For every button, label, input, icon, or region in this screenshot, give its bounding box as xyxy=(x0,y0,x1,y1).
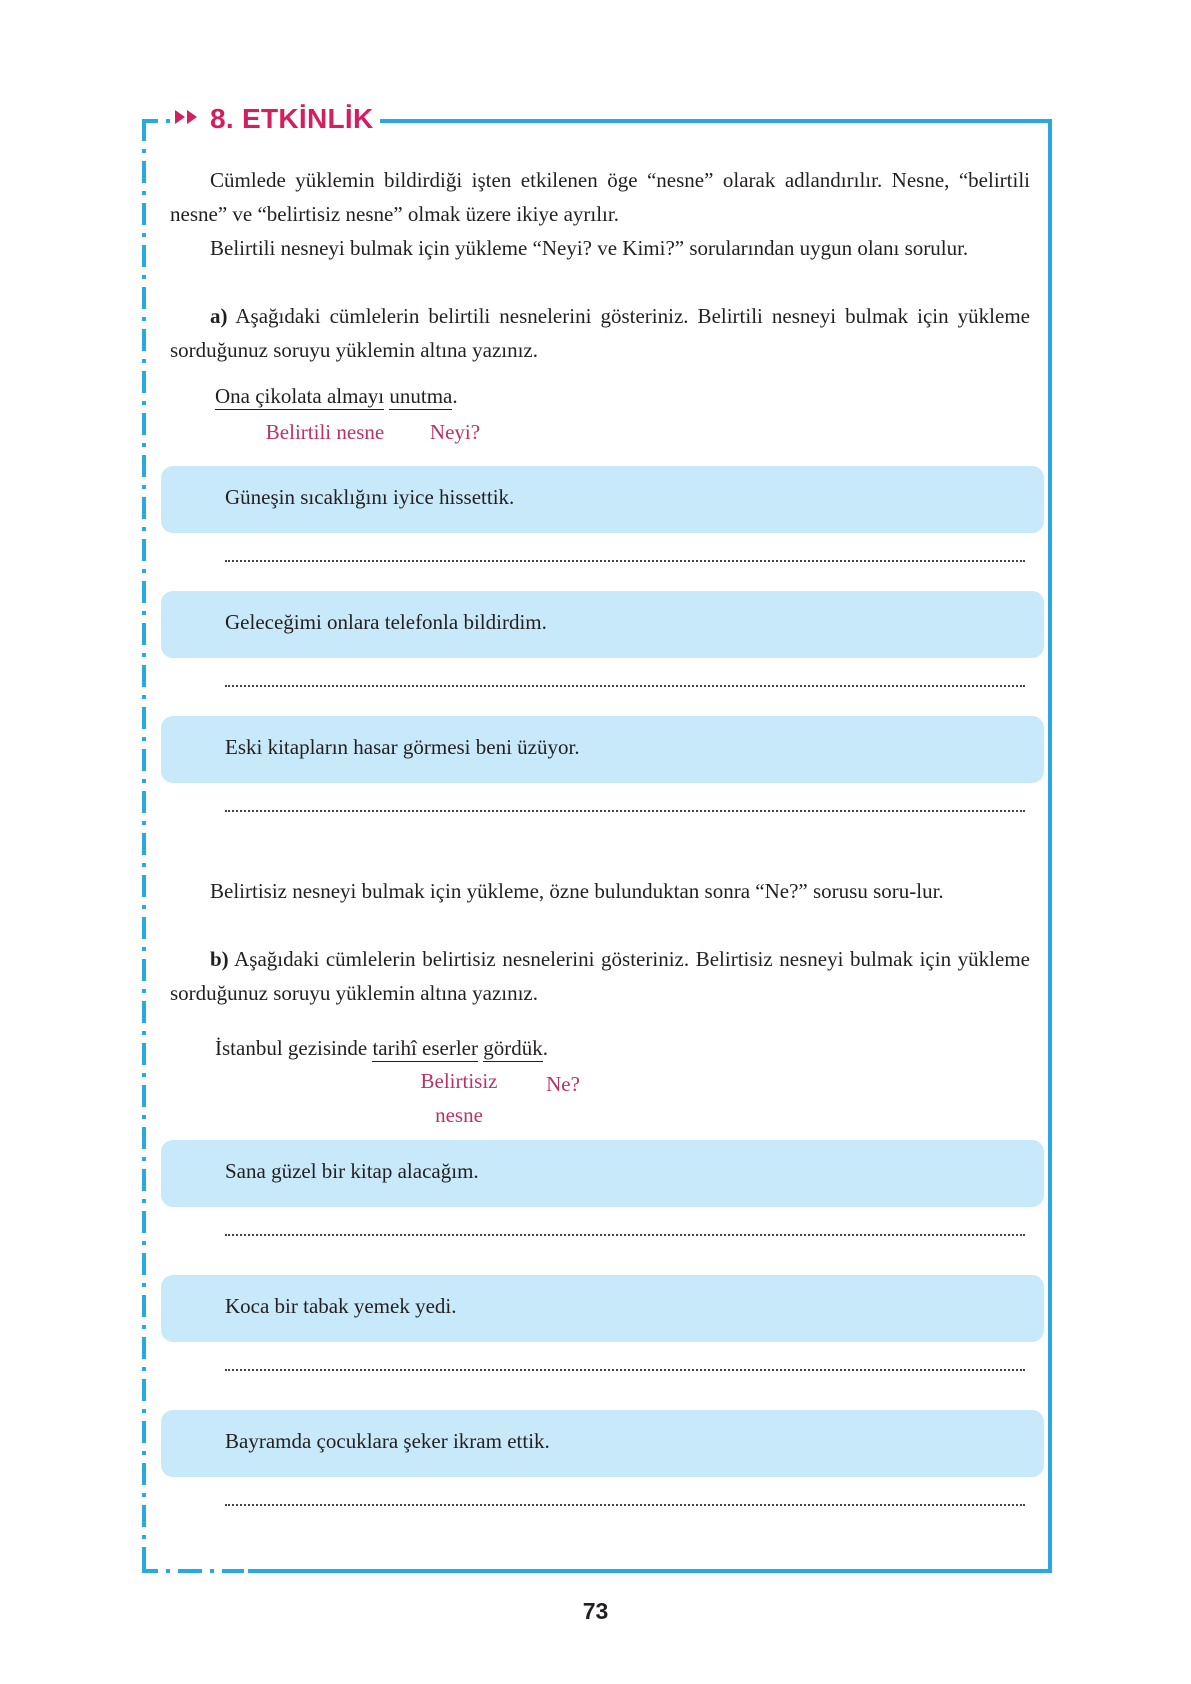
object-label: Belirtili nesne xyxy=(265,420,385,444)
answer-line[interactable] xyxy=(225,810,1025,812)
answer-line[interactable] xyxy=(225,560,1025,562)
sentence-box: Güneşin sıcaklığını iyice hissettik. xyxy=(161,466,1044,533)
example-object: tarihî eserler xyxy=(372,1036,478,1060)
sentence-box: Koca bir tabak yemek yedi. xyxy=(161,1275,1044,1342)
sentence-box: Geleceğimi onlara telefonla bildirdim. xyxy=(161,591,1044,658)
page-number: 73 xyxy=(582,1598,609,1624)
sentence-box: Sana güzel bir kitap alacağım. xyxy=(161,1140,1044,1207)
instruction-b: b) Aşağıdaki cümlelerin belirtisiz nesnelerini gösteriniz. Belirtisiz nesneyi bulmak için yükleme sorduğunuz soruyu yüklemin altına yazınız. xyxy=(170,947,1030,1005)
answer-line[interactable] xyxy=(225,1504,1025,1506)
double-arrow-icon xyxy=(175,108,203,126)
example-verb: unutma xyxy=(389,384,453,408)
question-label: Neyi? xyxy=(429,420,481,444)
answer-line[interactable] xyxy=(225,1369,1025,1371)
intro-paragraph-2: Belirtili nesneyi bulmak için yükleme “Neyi? ve Kimi?” sorularından uygun olanı sorulur. xyxy=(210,236,969,260)
object-label: Belirtisiz xyxy=(420,1069,498,1093)
answer-line[interactable] xyxy=(225,1234,1025,1236)
example-verb: gördük xyxy=(483,1036,543,1060)
answer-line[interactable] xyxy=(225,685,1025,687)
activity-title: 8. ETKİNLİK xyxy=(210,103,374,134)
object-label: nesne xyxy=(435,1103,483,1127)
example-object: Ona çikolata almayı xyxy=(215,384,385,408)
example-sentence-a: Ona çikolata almayı unutma. xyxy=(215,384,458,408)
intro-paragraph-1: Cümlede yüklemin bildirdiği işten etkilenen öge “nesne” olarak adlandırılır. Nesne, “belirtili nesne” ve “belirtisiz nesne” olmak üzere ikiye ayrılır. xyxy=(170,168,1030,226)
question-label: Ne? xyxy=(546,1072,580,1096)
section-b-paragraph: Belirtisiz nesneyi bulmak için yükleme, özne bulunduktan sonra “Ne?” sorusu soru-lur. xyxy=(210,879,944,903)
sentence-box: Bayramda çocuklara şeker ikram ettik. xyxy=(161,1410,1044,1477)
example-sentence-b: İstanbul gezisinde tarihî eserler gördük. xyxy=(215,1036,548,1060)
sentence-box: Eski kitapların hasar görmesi beni üzüyor. xyxy=(161,716,1044,783)
instruction-a: a) Aşağıdaki cümlelerin belirtili nesnelerini gösteriniz. Belirtili nesneyi bulmak için yükleme sorduğunuz soruyu yüklemin altına yazınız. xyxy=(170,304,1030,362)
